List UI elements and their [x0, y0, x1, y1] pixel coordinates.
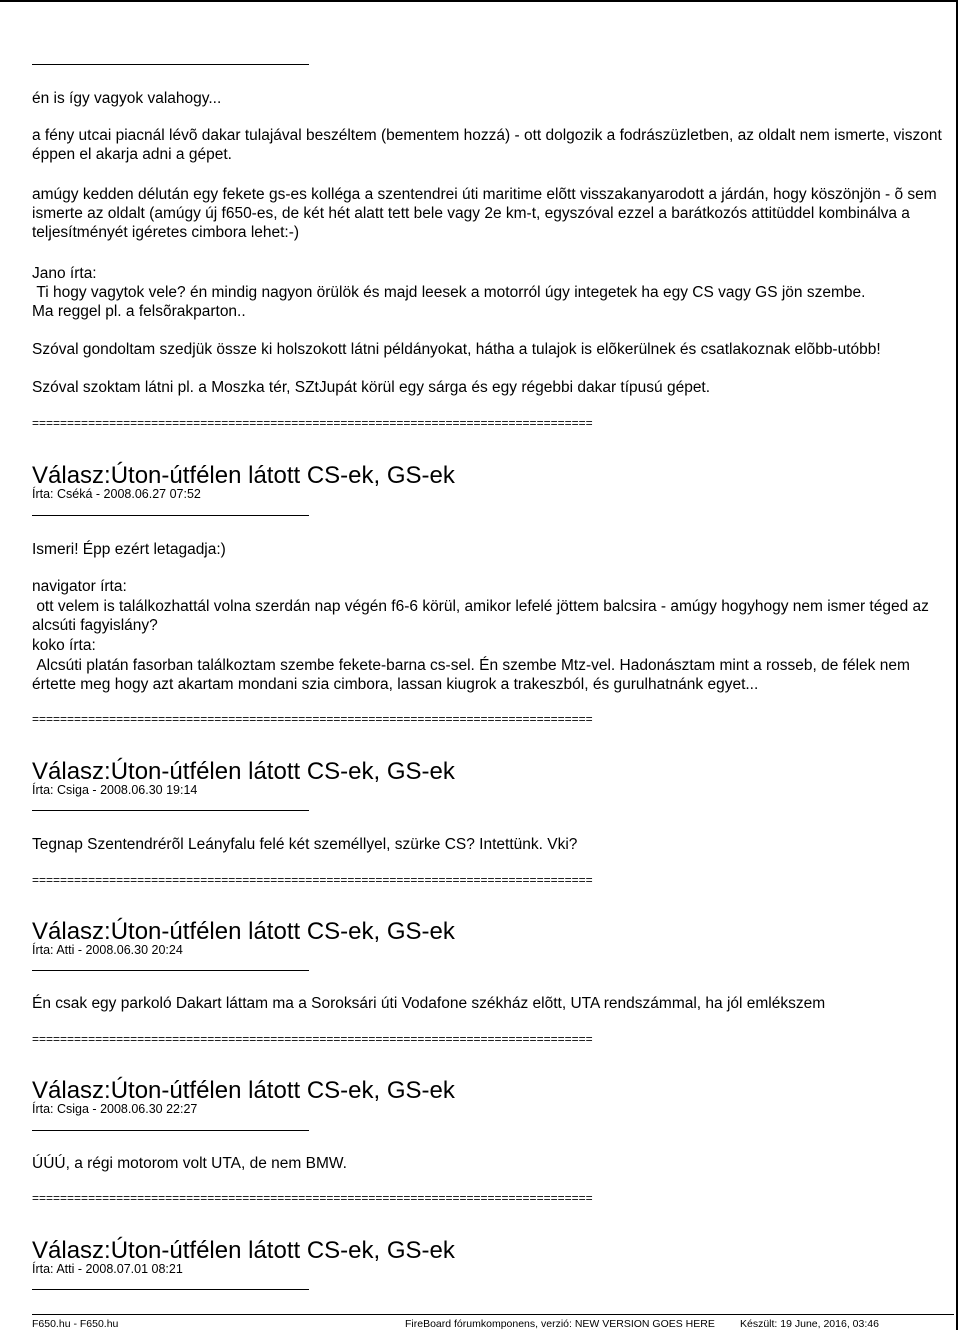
post-title: Válasz:Úton-útfélen látott CS-ek, GS-ek: [32, 462, 455, 489]
post-text: a fény utcai piacnál lévõ dakar tulajával beszéltem (bementem hozzá) - ott dolgozik a fodrászüzletben, az oldalt nem ismerte, viszont éppen el akarja adni a gépet.: [32, 127, 947, 163]
post-separator: ================================================================================: [32, 416, 593, 430]
post-separator: ================================================================================: [32, 1191, 593, 1205]
post-meta: Írta: Csiga - 2008.06.30 22:27: [32, 1102, 198, 1116]
post-text: Szóval gondoltam szedjük össze ki holszokott látni példányokat, hátha a tulajok is elõkerülnek és csatlakoznak elõbb-utóbb!: [32, 341, 881, 358]
quote-author: koko írta:: [32, 637, 96, 654]
footer-divider: [32, 1314, 954, 1315]
meta-divider: [32, 810, 309, 811]
quote-text: Ti hogy vagytok vele? én mindig nagyon örülök és majd leesek a motorról úgy integetek ha egy CS vagy GS jön szembe.: [32, 284, 866, 301]
quote-text: ott velem is találkozhattál volna szerdán nap végén f6-6 körül, amikor lefelé jöttem balcsira - amúgy hogyhogy nem ismer téged az alcsúti fagyislány?: [32, 598, 934, 634]
meta-divider: [32, 970, 309, 971]
quote-author: navigator írta:: [32, 578, 127, 595]
post-title: Válasz:Úton-útfélen látott CS-ek, GS-ek: [32, 758, 455, 785]
post-text: Én csak egy parkoló Dakart láttam ma a Soroksári úti Vodafone székház elõtt, UTA rendszámmal, ha jól emlékszem: [32, 995, 826, 1012]
post-text: Ismeri! Épp ezért letagadja:): [32, 541, 226, 558]
post-text: Tegnap Szentendrérõl Leányfalu felé két személlyel, szürke CS? Intettünk. Vki?: [32, 836, 578, 853]
quote-text: Alcsúti platán fasorban találkoztam szembe fekete-barna cs-sel. Én szembe Mtz-vel. Hadonásztam mint a rosseb, de félek nem értette meg hogy azt akartam mondani szia cimbora, lassan kiugrok a trakeszból, és gurulhatnánk egyet...: [32, 657, 915, 693]
post-meta: Írta: Atti - 2008.06.30 20:24: [32, 943, 183, 957]
post-meta: Írta: Cséká - 2008.06.27 07:52: [32, 487, 201, 501]
post-text: amúgy kedden délután egy fekete gs-es kolléga a szentendrei úti maritime elõtt visszakanyarodott a járdán, hogy köszönjön - õ sem ismerte az oldalt (amúgy új f650-es, de két hét alatt tett bele vagy 2e km-t, egyszóval ezzel a barátkozós attitüddel kombinálva a teljesítményét igéretes cimbora lehet:-): [32, 186, 941, 241]
post-meta: Írta: Atti - 2008.07.01 08:21: [32, 1262, 183, 1276]
post-text: Szóval szoktam látni pl. a Moszka tér, SZtJupát körül egy sárga és egy régebbi dakar típusú gépet.: [32, 379, 711, 396]
post-title: Válasz:Úton-útfélen látott CS-ek, GS-ek: [32, 918, 455, 945]
quote-text: Ma reggel pl. a felsõrakparton..: [32, 303, 246, 320]
post-separator: ================================================================================: [32, 873, 593, 887]
meta-divider: [32, 1289, 309, 1290]
footer-engine: FireBoard fórumkomponens, verzió: NEW VERSION GOES HERE: [405, 1318, 715, 1330]
meta-divider: [32, 1130, 309, 1131]
post-separator: ================================================================================: [32, 1032, 593, 1046]
post-separator: ================================================================================: [32, 712, 593, 726]
footer-site: F650.hu - F650.hu: [32, 1318, 119, 1330]
post-title: Válasz:Úton-útfélen látott CS-ek, GS-ek: [32, 1077, 455, 1104]
meta-divider: [32, 515, 309, 516]
post-title: Válasz:Úton-útfélen látott CS-ek, GS-ek: [32, 1237, 455, 1264]
post-text: én is így vagyok valahogy...: [32, 90, 222, 107]
quote-author: Jano írta:: [32, 265, 97, 282]
post-meta: Írta: Csiga - 2008.06.30 19:14: [32, 783, 198, 797]
meta-divider: [32, 64, 309, 65]
post-text: ÚÚÚ, a régi motorom volt UTA, de nem BMW.: [32, 1155, 347, 1172]
footer-generated: Készült: 19 June, 2016, 03:46: [740, 1318, 879, 1330]
